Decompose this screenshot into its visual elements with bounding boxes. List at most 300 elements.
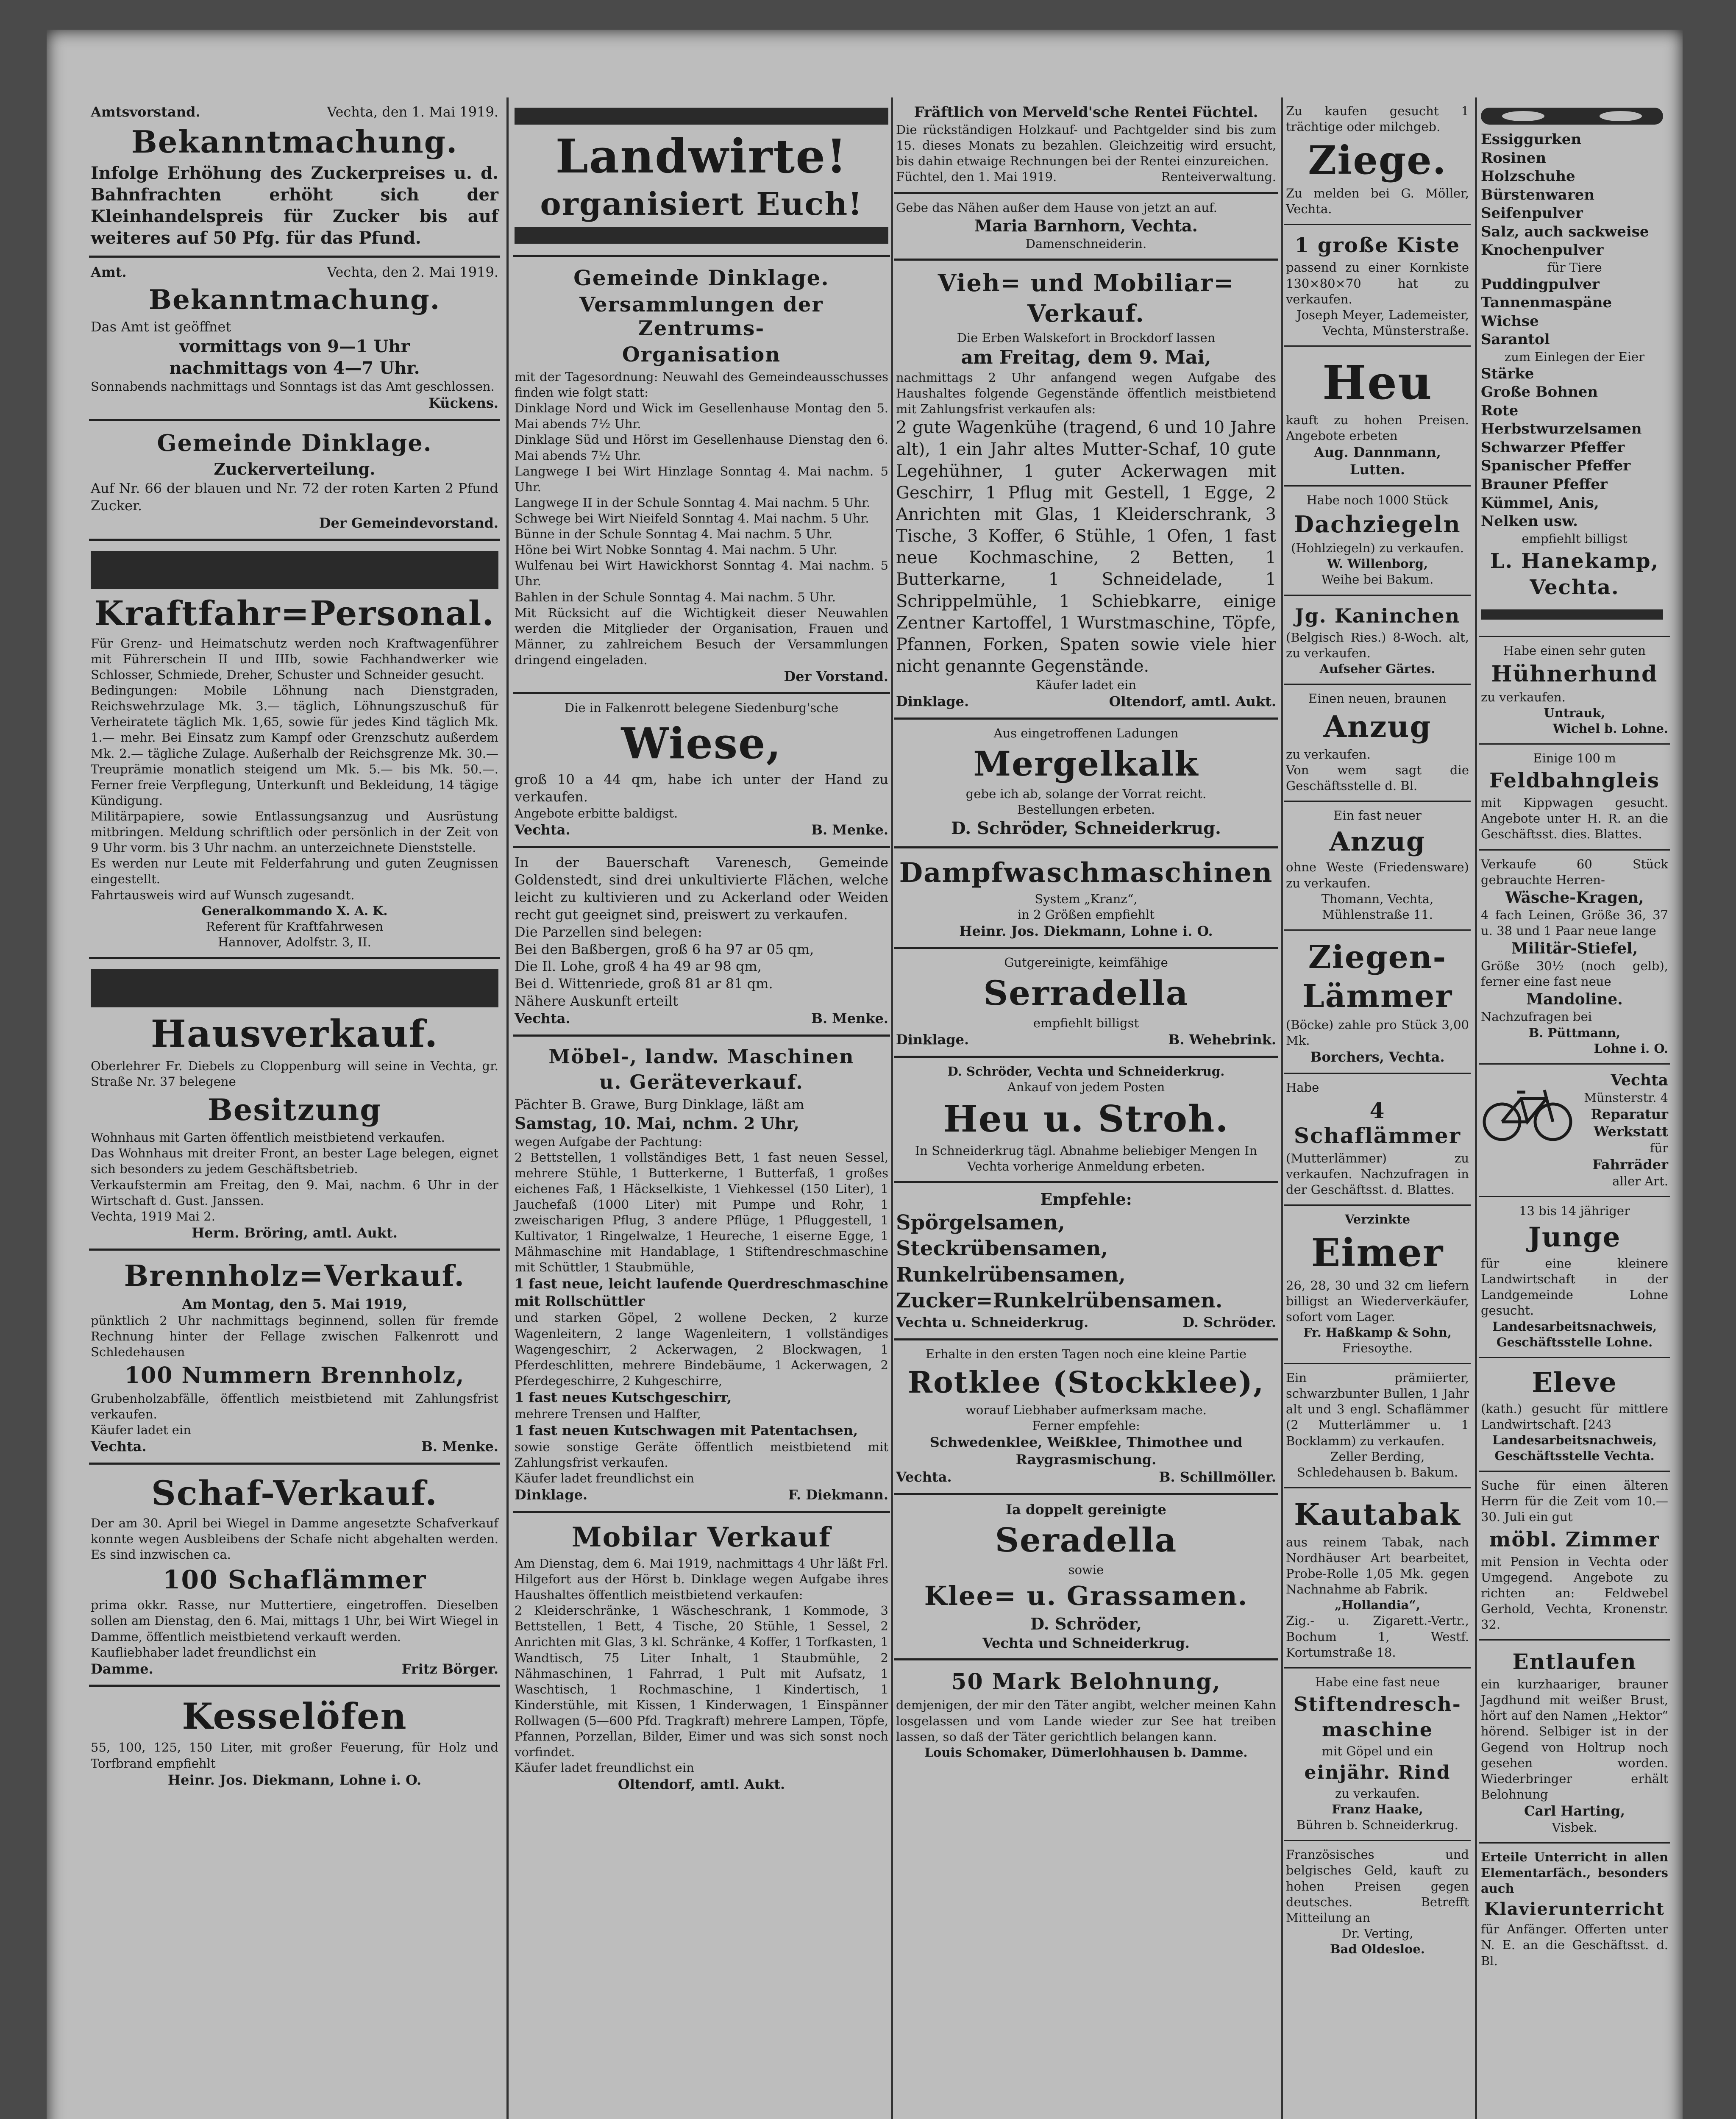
ad-kesseloefen [89, 1687, 500, 1795]
ad-signature: D. Schröder, [1030, 1614, 1142, 1633]
date: Vechta, den 1. Mai 1919. [327, 104, 498, 120]
ad-signature: Untrauk, [1544, 705, 1605, 720]
ad-title: Bekanntmachung. [131, 123, 458, 160]
ad-wiese [513, 694, 890, 848]
ad-title: Kraftfahr=Personal. [94, 593, 495, 633]
ad-huehnerhund [1479, 637, 1670, 745]
ad-title: Junge [1528, 1221, 1621, 1254]
ad-signature: Thomann, Vechta, [1321, 891, 1434, 906]
ad-text: Ein fast neuer [1333, 808, 1422, 823]
ad-text: pünktlich 2 Uhr nachmittags beginnend, sollen für fremde Rechnung hinter der Fellage zwischen Falkenrott und Schledehausen [91, 1313, 498, 1359]
ad-title: Mergelkalk [973, 744, 1199, 784]
list-item: Dinklage Süd und Hörst im Gesellenhause Dienstag den 6. Mai abends 7½ Uhr. [515, 432, 888, 463]
ad-signature: B. Püttmann, [1528, 1025, 1621, 1040]
ad-text: Ia doppelt gereinigte [1006, 1501, 1166, 1518]
ad-eimer [1284, 1206, 1471, 1364]
list-item: Bei d. Wittenriede, groß 81 ar 81 qm. [515, 976, 773, 992]
ad-signature: B. Menke. [811, 1010, 888, 1027]
column-3 [894, 97, 1278, 1767]
ad-title: Kesselöfen [182, 1695, 407, 1738]
ad-waesche [1479, 851, 1670, 1065]
ad-zimmer [1479, 1472, 1670, 1641]
ad-text: Die Erben Walskefort in Brockdorf lassen [957, 331, 1216, 345]
list-item: Tannenmaspäne [1481, 294, 1612, 311]
ad-title: Seradella [995, 1521, 1177, 1560]
ad-text: für eine kleinere Landwirtschaft in der Landgemeinde Lohne gesucht. [1481, 1256, 1668, 1318]
list-item: Wichse [1481, 312, 1539, 330]
ad-signature: Heinr. Jos. Diekmann, Lohne i. O. [167, 1771, 422, 1788]
place: Vechta. [896, 1469, 952, 1485]
decorative-band [91, 551, 498, 589]
list-item: Dinklage Nord und Wick im Gesellenhause Montag den 5. Mai abends 7½ Uhr. [515, 401, 888, 431]
ad-ziegenlaemmer [1284, 931, 1471, 1074]
ad-signature: Aug. Dannmann, [1313, 444, 1441, 461]
list-item: Rote Herbstwurzelsamen [1481, 402, 1642, 438]
ad-signature: Hannover, Adolfstr. 3, II. [218, 934, 371, 949]
ad-text: Zu melden bei G. Möller, Vechta. [1286, 186, 1469, 217]
ad-hanekamp [1479, 97, 1670, 637]
list-item: Bei den Baßbergen, groß 6 ha 97 ar 05 qm, [515, 941, 814, 957]
ad-text: zu verkaufen. [1286, 747, 1371, 762]
ad-text: Bedingungen: Mobile Löhnung nach Dienstgraden, Reichswehrzulage Mk. 3.— täglich, Löhnungszuschuß für Verheiratete täglich Mk. 1,65, sowie für jedes Kind täglich Mk. 1.— mehr. Bei Einsatz zum Kampf oder Grenzschutz außerdem Mk. 2.— tägliche Zulage. Außerhalb der Reichsgrenze Mk. 30.— Treuprämie monatlich steigend um Mk. 5.— bis Mk. 50.—. Ferner freie Verpflegung, Unterkunft und Bekleidung, 14 tägige Kündigung. [91, 683, 498, 808]
ad-text: Am Montag, den 5. Mai 1919, [182, 1296, 407, 1312]
ad-title: Stiftendresch- [1294, 1692, 1461, 1716]
ad-text: Der am 30. April bei Wiegel in Damme angesetzte Schafverkauf konnte wegen Ausbleibens der Schafe nicht abgehalten werden. Es sind inzwischen ca. [91, 1516, 498, 1562]
ad-signature: Landesarbeitsnachweis, [1492, 1432, 1657, 1447]
ad-eleve [1479, 1358, 1670, 1472]
list-item: Knochenpulver [1481, 242, 1604, 259]
place: Dinklage. [896, 1031, 969, 1048]
ad-zucker [89, 97, 500, 258]
ad-signature: Dr. Verting, [1341, 1926, 1413, 1941]
ad-text: 4 fach Leinen, Größe 36, 37 u. 38 und 1 Paar neue lange [1481, 907, 1668, 938]
footer-row [515, 1010, 888, 1028]
ad-signature: Louis Schomaker, Dümerlohhausen b. Damme. [924, 1745, 1248, 1760]
ad-title: möbl. Zimmer [1489, 1527, 1660, 1552]
ad-kaninchen [1284, 596, 1471, 685]
header-row [91, 103, 498, 121]
ad-title: Brennholz=Verkauf. [124, 1259, 465, 1293]
ad-subtitle: Versammlungen der Zentrums- [579, 293, 823, 340]
ad-title: Eimer [1311, 1230, 1444, 1275]
ad-text: Für Grenz- und Heimatschutz werden noch Kraftwagenführer mit Führerschein II und IIIb, sowie Fachhandwerker wie Schlosser, Schmiede, Dreher, Schuster und Schneider gesucht. [91, 636, 498, 682]
ad-signature: B. Schillmöller. [1159, 1469, 1276, 1485]
ad-title: Dampfwaschmaschinen [899, 856, 1273, 889]
ad-signature: Referent für Kraftfahrwesen [206, 919, 384, 934]
list-item: Nelken usw. [1481, 513, 1578, 530]
ad-amt [89, 258, 500, 421]
ad-signature: B. Menke. [421, 1438, 498, 1455]
ad-text: Münsterstr. 4 [1584, 1090, 1668, 1105]
ad-signature: Carl Harting, [1524, 1802, 1625, 1819]
ad-text: Reparatur [1591, 1106, 1668, 1122]
ad-text: Aus eingetroffenen Ladungen [993, 726, 1179, 741]
ad-landwirte [513, 97, 890, 257]
ad-text: Verkaufe 60 Stück gebrauchte Herren- [1481, 856, 1668, 887]
ad-text: aller Art. [1612, 1174, 1668, 1188]
list-item: Runkelrübensamen, [896, 1263, 1126, 1287]
ad-text: aus reinem Tabak, nach Nordhäuser Art bearbeitet, Probe-Rolle 1,05 Mk. gegen Nachnahme ab Fabrik. [1286, 1535, 1469, 1597]
ad-text: Bestellungen erbeten. [1017, 802, 1155, 817]
list-item: Bünne in der Schule Sonntag 4. Mai nachm. 5 Uhr. [515, 527, 833, 542]
ornament-icon [1481, 602, 1663, 627]
ad-signature: Lohne i. O. [1594, 1041, 1668, 1056]
ad-text: 1 fast neue, leicht laufende Querdreschmaschine mit Rollschüttler [515, 1276, 888, 1310]
ad-schaflaemmer [1284, 1074, 1471, 1206]
ad-text: Am Dienstag, dem 6. Mai 1919, nachmittags 4 Uhr läßt Frl. Hilgefort aus der Hörst b. Dinklage wegen Aufgabe ihres Haushaltes öffentlich meistbietend verkaufen: [515, 1556, 888, 1602]
list-item: Zucker=Runkelrübensamen. [896, 1288, 1223, 1313]
ad-title: Serradella [983, 973, 1189, 1013]
ad-signature: Franz Haake, [1332, 1802, 1423, 1817]
place: Dinklage. [896, 693, 969, 710]
ad-kiste [1284, 225, 1471, 347]
ad-fahrrad [1479, 1065, 1670, 1197]
ad-gemeinde [89, 421, 500, 540]
ad-saemereien [894, 1183, 1278, 1340]
ad-title: maschine [1321, 1718, 1433, 1741]
ad-title: u. Geräteverkauf. [599, 1070, 804, 1093]
ad-signature: Bühren b. Schneiderkrug. [1296, 1818, 1458, 1833]
date: Füchtel, den 1. Mai 1919. [896, 169, 1057, 184]
ad-text: 2 Kleiderschränke, 1 Wäscheschrank, 1 Kommode, 3 Bettstellen, 1 Bett, 4 Tische, 20 Stühle, 1 Sessel, 2 Anrichten mit Glas, 3 kl. Schränke, 4 Koffer, 1 Torfkasten, 1 Wandtisch, 75 Liter Inhalt, 1 Staubmühle, 2 Nähmaschinen, 1 Fahrrad, 1 Pult mit Aufsatz, 1 Waschtisch, 1 Rochmaschine, 1 Kindertisch, 1 Kinderstühle, mit Kissen, 1 Kinderwagen, 1 Einspänner Rollwagen (5—600 Pfd. Tragkraft) mehrere Lampen, Töpfe, Pfannen, Porzellan, Bilder, Eimer und was sich sonst noch vorfindet. [515, 1603, 888, 1760]
ad-title: Landwirte! [555, 129, 848, 184]
ad-heu [1284, 347, 1471, 487]
ad-text: ohne Weste (Friedensware) zu verkaufen. [1286, 860, 1469, 890]
ad-signature: Fritz Börger. [401, 1660, 498, 1677]
ad-dachziegeln [1284, 487, 1471, 595]
ad-signature: Landesarbeitsnachweis, [1492, 1319, 1657, 1334]
ad-serradella [894, 949, 1278, 1058]
ad-text: Käufer ladet ein [91, 1423, 191, 1438]
list-item: Rosinen [1481, 149, 1547, 167]
list-item: Steckrübensamen, [896, 1237, 1108, 1261]
ad-signature: D. Schröder. [1182, 1314, 1276, 1331]
ad-text: wegen Aufgabe der Pachtung: [515, 1134, 703, 1149]
ad-subtitle: Organisation [622, 343, 781, 367]
ad-title: Gemeinde Dinklage. [157, 429, 432, 457]
ad-signature: Oltendorf, amtl. Aukt. [1109, 693, 1276, 710]
ad-text: (Belgisch Ries.) 8-Woch. alt, zu verkaufen. [1286, 630, 1469, 660]
ad-signature: F. Diekmann. [788, 1487, 888, 1503]
ad-title: Anzug [1323, 709, 1432, 744]
list-item: Bürstenwaren [1481, 186, 1595, 203]
ad-text: Größe 30½ (noch gelb), ferner eine fast neue [1481, 959, 1668, 989]
ad-text: demjenigen, der mir den Täter angibt, welcher meinen Kahn losgelassen und vom Lande wieder zur See hat treiben lassen, so daß der Täter gerichtlich belangen kann. [896, 1698, 1276, 1744]
ad-title: Klavierunterricht [1484, 1899, 1665, 1919]
list-item: Spörgelsamen, [896, 1210, 1065, 1235]
ad-text: gebe ich ab, solange der Vorrat reicht. [965, 787, 1207, 801]
ad-heu-stroh [894, 1058, 1278, 1183]
ad-text: 26, 28, 30 und 32 cm liefern billigst an Wiederverkäufer, sofort vom Lager. [1286, 1278, 1469, 1324]
place: Vechta. [515, 822, 570, 838]
ad-title: Verkauf. [1027, 300, 1145, 328]
ad-text: 1 fast neues Kutschgeschirr, [515, 1389, 732, 1405]
bicycle-icon [1481, 1073, 1574, 1145]
ad-signature: Maria Barnhorn, Vechta. [974, 216, 1198, 235]
ad-title: Feldbahngleis [1489, 769, 1660, 793]
ad-signature: Joseph Meyer, Lademeister, Vechta, Münsterstraße. [1296, 307, 1469, 338]
ad-text: nachmittags von 4—7 Uhr. [169, 358, 420, 378]
ad-text: Das Wohnhaus mit dreiter Front, an bester Lage belegen, eignet sich besonders zu jedem Geschäftsbetrieb. [91, 1146, 498, 1176]
list-item: empfiehlt billigst [1522, 531, 1628, 546]
footer-row [896, 693, 1276, 711]
ad-kautabak [1284, 1488, 1471, 1669]
ad-text: mit Göpel und ein [1321, 1744, 1433, 1758]
ad-text: Habe noch 1000 Stück [1306, 493, 1449, 508]
ad-text: mit Kippwagen gesucht. Angebote unter H. R. an die Geschäftsst. dies. Blattes. [1481, 795, 1668, 842]
ad-text: Einen neuen, braunen [1308, 691, 1447, 706]
ad-text: Gebe das Nähen außer dem Hause von jetzt an auf. [896, 200, 1217, 215]
ad-unterricht [1479, 1844, 1670, 1976]
list-item: für Tiere [1547, 260, 1602, 275]
ad-signature: Schledehausen b. Bakum. [1296, 1465, 1458, 1479]
ad-title: Militär-Stiefel, [1511, 940, 1638, 958]
ad-text: und starken Göpel, 2 wollene Decken, 2 kurze Wagenleitern, 2 lange Wagenleitern, 1 vollständiges Wagengeschirr, 2 Ackerwagen, 2 Blockwagen, 1 Pferdeschlitten, mehrere Bindebäume, 1 Ackerwagen, 2 Pferdegeschirre, 2 Kuhgeschirre, [515, 1310, 888, 1388]
ad-zentrum [513, 257, 890, 694]
place: Vechta u. Schneiderkrug. [896, 1314, 1089, 1331]
date: Vechta, den 2. Mai 1919. [327, 264, 498, 281]
footer-row [896, 169, 1276, 185]
ad-text: Verzinkte [1344, 1212, 1410, 1227]
ad-text: worauf Liebhaber aufmerksam mache. [965, 1403, 1207, 1418]
ad-title: Entlaufen [1512, 1649, 1637, 1674]
ad-signature: Zeller Berding, [1330, 1449, 1425, 1464]
ad-signature: Geschäftsstelle Vechta. [1494, 1449, 1655, 1463]
place: Vechta. [515, 1010, 570, 1027]
ad-title: 50 Mark Belohnung, [951, 1669, 1221, 1695]
ad-signature: W. Willenborg, [1327, 556, 1428, 571]
ad-text: Erteile Unterricht in allen Elementarfäch., besonders auch [1481, 1850, 1668, 1896]
ad-title: Heu u. Stroh. [943, 1097, 1229, 1140]
ad-text: vormittags von 9—1 Uhr [179, 336, 410, 356]
ad-text: Die in Falkenrott belegene Siedenburg'sche [564, 701, 839, 715]
ad-text: Fahrräder [1592, 1156, 1668, 1173]
list-item: Kümmel, Anis, [1481, 494, 1599, 512]
column-2 [513, 97, 890, 1800]
list-item: Seifenpulver [1481, 205, 1583, 222]
ad-title: 1 große Kiste [1294, 234, 1461, 258]
ad-signature: Kückens. [428, 395, 498, 412]
ad-text: sowie sonstige Geräte öffentlich meistbietend mit Zahlungsfrist verkaufen. [515, 1439, 888, 1470]
ad-signature: Renteiverwaltung. [1161, 169, 1276, 184]
ad-text: (kath.) gesucht für mittlere Landwirtschaft. [243 [1481, 1401, 1668, 1432]
ad-text: In Schneiderkrug tägl. Abnahme beliebiger Mengen In Vechta vorherige Anmeldung erbeten. [915, 1143, 1257, 1174]
ad-text: sowie [1068, 1562, 1104, 1577]
ad-naehen [894, 194, 1278, 261]
column-divider [1475, 97, 1477, 2119]
ad-title: Gemeinde Dinklage. [573, 265, 829, 290]
ad-bullen [1284, 1364, 1471, 1488]
ad-anzug-2 [1284, 802, 1471, 931]
place: Vechta. [91, 1438, 147, 1455]
ad-signature: Geschäftsstelle Lohne. [1496, 1335, 1653, 1349]
ad-text: D. Schröder, Vechta und Schneiderkrug. [947, 1064, 1225, 1079]
ad-text: kauft zu hohen Preisen. Angebote erbeten [1286, 412, 1469, 443]
list-item: Langwege II in der Schule Sonntag 4. Mai nachm. 5 Uhr. [515, 495, 871, 510]
list-item: Wulfenau bei Wirt Hawickhorst Sonntag 4. Mai nachm. 5 Uhr. [515, 558, 888, 589]
ad-title: Lämmer [1302, 978, 1453, 1015]
ad-text: Auf Nr. 66 der blauen und Nr. 72 der roten Karten 2 Pfund Zucker. [91, 480, 498, 514]
ad-text: mehrere Trensen und Halfter, [515, 1406, 701, 1421]
ad-signature: L. Hanekamp, [1490, 549, 1659, 573]
ad-text: passend zu einer Kornkiste 130×80×70 hat zu verkaufen. [1286, 260, 1469, 306]
list-item: Essiggurken [1481, 131, 1582, 148]
ad-text: Nähere Auskunft erteilt [515, 993, 679, 1009]
ad-text: zu verkaufen. [1335, 1786, 1420, 1801]
ad-text: Französisches und belgisches Geld, kauft zu hohen Preisen gegen deutsches. Betrefft Mitteilung an [1286, 1847, 1469, 1925]
ad-title: Ziege. [1308, 137, 1447, 184]
ad-hausverkauf [89, 959, 500, 1251]
ad-title: 4 Schaflämmer [1294, 1098, 1461, 1148]
ad-text: Militärpapiere, sowie Entlassungsanzug und Ausrüstung mitbringen. Meldung schriftlich oder persönlich in der Zeit von 9 Uhr vorm. bis 3 Uhr nachm. an unterzeichnete Dienststelle. [91, 809, 498, 855]
ad-text: Oberlehrer Fr. Diebels zu Cloppenburg will seine in Vechta, gr. Straße Nr. 37 belegene [91, 1059, 498, 1089]
ad-text: Schwedenklee, Weißklee, Thimothee und Raygrasmischung. [929, 1434, 1243, 1468]
decorative-band [515, 227, 888, 244]
ad-text: für Anfänger. Offerten unter N. E. an die Geschäftsst. d. Bl. [1481, 1922, 1668, 1968]
ad-text: nachmittags 2 Uhr anfangend wegen Aufgabe des Haushaltes folgende Gegenstände öffentlich meistbietend mit Zahlungsfrist verkaufen als: [896, 370, 1276, 417]
ad-feldbahn [1479, 745, 1670, 850]
ad-text: „Hollandia“, [1334, 1598, 1421, 1613]
ad-varenesch [513, 848, 890, 1037]
decorative-band [91, 969, 498, 1007]
list-item: Die Il. Lohe, groß 4 ha 49 ar 98 qm, [515, 958, 762, 975]
ad-signature: Der Gemeindevorstand. [319, 514, 498, 531]
footer-row [896, 1314, 1276, 1332]
ad-entlaufen [1479, 1641, 1670, 1844]
ad-subtitle: Empfehle: [1040, 1190, 1132, 1209]
ad-title: Vechta [1611, 1071, 1668, 1089]
ad-text: groß 10 a 44 qm, habe ich unter der Hand zu verkaufen. [515, 771, 888, 805]
ad-geld [1284, 1841, 1471, 1964]
ad-text: Werkstatt [1594, 1123, 1668, 1140]
ad-dampfwasch [894, 848, 1278, 949]
ad-text: Die Parzellen sind belegen: [515, 923, 702, 940]
ad-signature: Lutten. [1349, 462, 1405, 478]
column-4 [1284, 97, 1471, 1964]
ad-subtitle: Zuckerverteilung. [214, 459, 376, 479]
ad-text: 13 bis 14 jähriger [1519, 1204, 1630, 1218]
ad-text: Erhalte in den ersten Tagen noch eine kleine Partie [925, 1346, 1247, 1361]
place: Dinklage. [515, 1487, 588, 1503]
ad-text: Sonnabends nachmittags und Sonntags ist das Amt geschlossen. [91, 379, 495, 394]
list-item: Stärke [1481, 365, 1534, 382]
list-item: Puddingpulver [1481, 275, 1600, 293]
ad-text: Mit Rücksicht auf die Wichtigkeit dieser Neuwahlen werden die Mitglieder der Organisation, Frauen und Männer, zu zahlreichem Besuch der Versammlungen dringend eingeladen. [515, 605, 888, 667]
ad-signature: Mühlenstraße 11. [1322, 907, 1433, 922]
ad-text: Infolge Erhöhung des Zuckerpreises u. d. Bahnfrachten erhöht sich der Kleinhandelspreis für Zucker bis auf weiteres auf 50 Pfg. für das Pfund. [91, 163, 498, 248]
list-item: Holzschuhe [1481, 168, 1575, 185]
list-item: Große Bohnen [1481, 384, 1598, 401]
footer-row [91, 1660, 498, 1678]
column-divider [1281, 97, 1283, 2119]
ad-text: System „Kranz“, [1035, 891, 1138, 906]
ad-belohnung [894, 1660, 1278, 1767]
ad-mergelkalk [894, 720, 1278, 848]
decorative-band [515, 108, 888, 125]
ad-text: (Mutterlämmer) zu verkaufen. Nachzufragen in der Geschäftsst. d. Blattes. [1286, 1151, 1469, 1197]
ad-signature: Wichel b. Lohne. [1552, 721, 1668, 736]
ad-text: ein kurzhaariger, brauner Jagdhund mit weißer Brust, hört auf den Namen „Hektor“ hörend. Selbiger ist in der Gegend von Holtrup noch gesehen worden. Wiederbringer erhält Belohnung [1481, 1677, 1668, 1802]
ad-text: am Freitag, dem 9. Mai, [961, 347, 1211, 369]
ad-text: Gutgereinigte, keimfähige [1004, 955, 1168, 970]
ad-title: Vieh= und Mobiliar= [938, 269, 1235, 298]
ad-text: Käufer ladet freundlichst ein [515, 1471, 694, 1486]
ad-title: Ziegen- [1308, 939, 1447, 976]
ad-text: mit der Tagesordnung: Neuwahl des Gemeindeausschusses finden wie folgt statt: [515, 370, 888, 400]
ad-signature: Vechta und Schneiderkrug. [982, 1635, 1190, 1651]
ad-signature: Generalkommando X. A. K. [201, 903, 388, 918]
ad-text: Wohnhaus mit Garten öffentlich meistbietend verkaufen. [91, 1130, 445, 1145]
header-row [91, 264, 498, 281]
ad-seradella [894, 1495, 1278, 1661]
ad-signature: Der Vorstand. [784, 668, 888, 685]
ad-text: prima okkr. Rasse, nur Muttertiere, eingetroffen. Dieselben sollen am Dienstag, den 6. Mai, mittags 1 Uhr, bei Wirt Wiegel in Damme, öffentlich meistbietend verkauft werden. [91, 1598, 498, 1644]
ad-text: Samstag, 10. Mai, nchm. 2 Uhr, [515, 1113, 799, 1133]
place: Damme. [91, 1660, 153, 1677]
footer-row [515, 821, 888, 839]
ad-text: empfiehlt billigst [1033, 1015, 1139, 1030]
ad-subtitle: 100 Schaflämmer [162, 1565, 427, 1595]
ad-signature: Aufseher Gärtes. [1319, 661, 1436, 676]
ad-moebel [513, 1037, 890, 1513]
ad-text: 2 Bettstellen, 1 vollständiges Bett, 1 fast neuen Sessel, mehrere Stühle, 1 Butterkerne, 1 Butterfaß, 1 großes eichenes Faß, 1 Häckselkiste, 1 Viehkessel (150 Liter), 1 Jauchefaß (1000 Liter) mit Pumpe und Rohr, 1 zweischarigen Pflug, 3 andere Pflüge, 1 Pfluggestell, 1 Kultivator, 1 Ringelwalze, 1 Heureche, 1 eiserne Egge, 1 Mähmaschine mit Handablage, 1 Stiftendreschmaschine mit Schüttler, 1 Staubmühle, [515, 1150, 888, 1275]
ad-signature: Visbek. [1552, 1820, 1597, 1835]
ad-kraftfahr [89, 541, 500, 959]
ad-text: Von wem sagt die Geschäftsstelle d. Bl. [1286, 763, 1469, 793]
ad-subtitle: 100 Nummern Brennholz, [124, 1363, 465, 1389]
ad-signature: B. Wehebrink. [1168, 1031, 1276, 1048]
ad-text: Ferner empfehle: [1032, 1418, 1140, 1433]
ad-title: Mobilar Verkauf [571, 1521, 832, 1553]
ad-title: Wäsche-Kragen, [1505, 888, 1644, 907]
ad-title: Hausverkauf. [150, 1012, 439, 1056]
ad-anzug-1 [1284, 685, 1471, 802]
list-item: Schwege bei Wirt Nieifeld Sonntag 4. Mai nachm. 5 Uhr. [515, 511, 869, 526]
ad-title: Anzug [1329, 826, 1426, 857]
ad-signature: B. Menke. [811, 822, 888, 838]
ad-ziege [1284, 97, 1471, 225]
ornament-icon [1481, 103, 1663, 129]
ad-rentei [894, 97, 1278, 194]
footer-row [515, 1486, 888, 1504]
ad-text: (Böcke) zahle pro Stück 3,00 Mk. [1286, 1017, 1469, 1048]
authority: Amt. [91, 264, 127, 281]
ad-text: Pächter B. Grawe, Burg Dinklage, läßt am [515, 1096, 804, 1112]
ad-text: für [1650, 1140, 1668, 1155]
ad-text: Habe eine fast neue [1315, 1674, 1440, 1689]
column-1 [89, 97, 500, 1796]
ad-signature: Weihe bei Bakum. [1321, 572, 1434, 587]
list-item: Salz, auch sackweise [1481, 223, 1649, 240]
ad-text: Fahrtausweis wird auf Wunsch zugesandt. [91, 887, 355, 902]
ad-signature: D. Schröder, Schneiderkrug. [951, 818, 1221, 839]
ad-text: In der Bauerschaft Varenesch, Gemeinde Goldenstedt, sind drei unkultivierte Flächen, welche leicht zu kultivieren und zu Ackerland oder Weiden recht gut geeignet sind, preiswert zu verkaufen. [515, 854, 888, 923]
list-item: Langwege I bei Wirt Hinzlage Sonntag 4. Mai nachm. 5 Uhr. [515, 464, 888, 494]
ad-signature: Bad Oldesloe. [1330, 1941, 1425, 1956]
authority: Amtsvorstand. [91, 104, 200, 120]
ad-signature: Fr. Haßkamp & Sohn, [1303, 1325, 1452, 1340]
ad-rotklee [894, 1340, 1278, 1495]
column-5 [1479, 97, 1670, 1976]
ad-title: Möbel-, landw. Maschinen [548, 1045, 854, 1068]
ad-title: Dachziegeln [1294, 511, 1461, 538]
ad-mobilar [513, 1513, 890, 1800]
ad-vieh [894, 261, 1278, 720]
column-divider [891, 97, 893, 2119]
ad-text: Käufer ladet freundlichst ein [515, 1760, 694, 1775]
ad-text: Angebote erbitte baldigst. [515, 806, 678, 821]
ad-text: Suche für einen älteren Herrn für die Zeit vom 10.—30. Juli ein gut [1481, 1478, 1668, 1524]
